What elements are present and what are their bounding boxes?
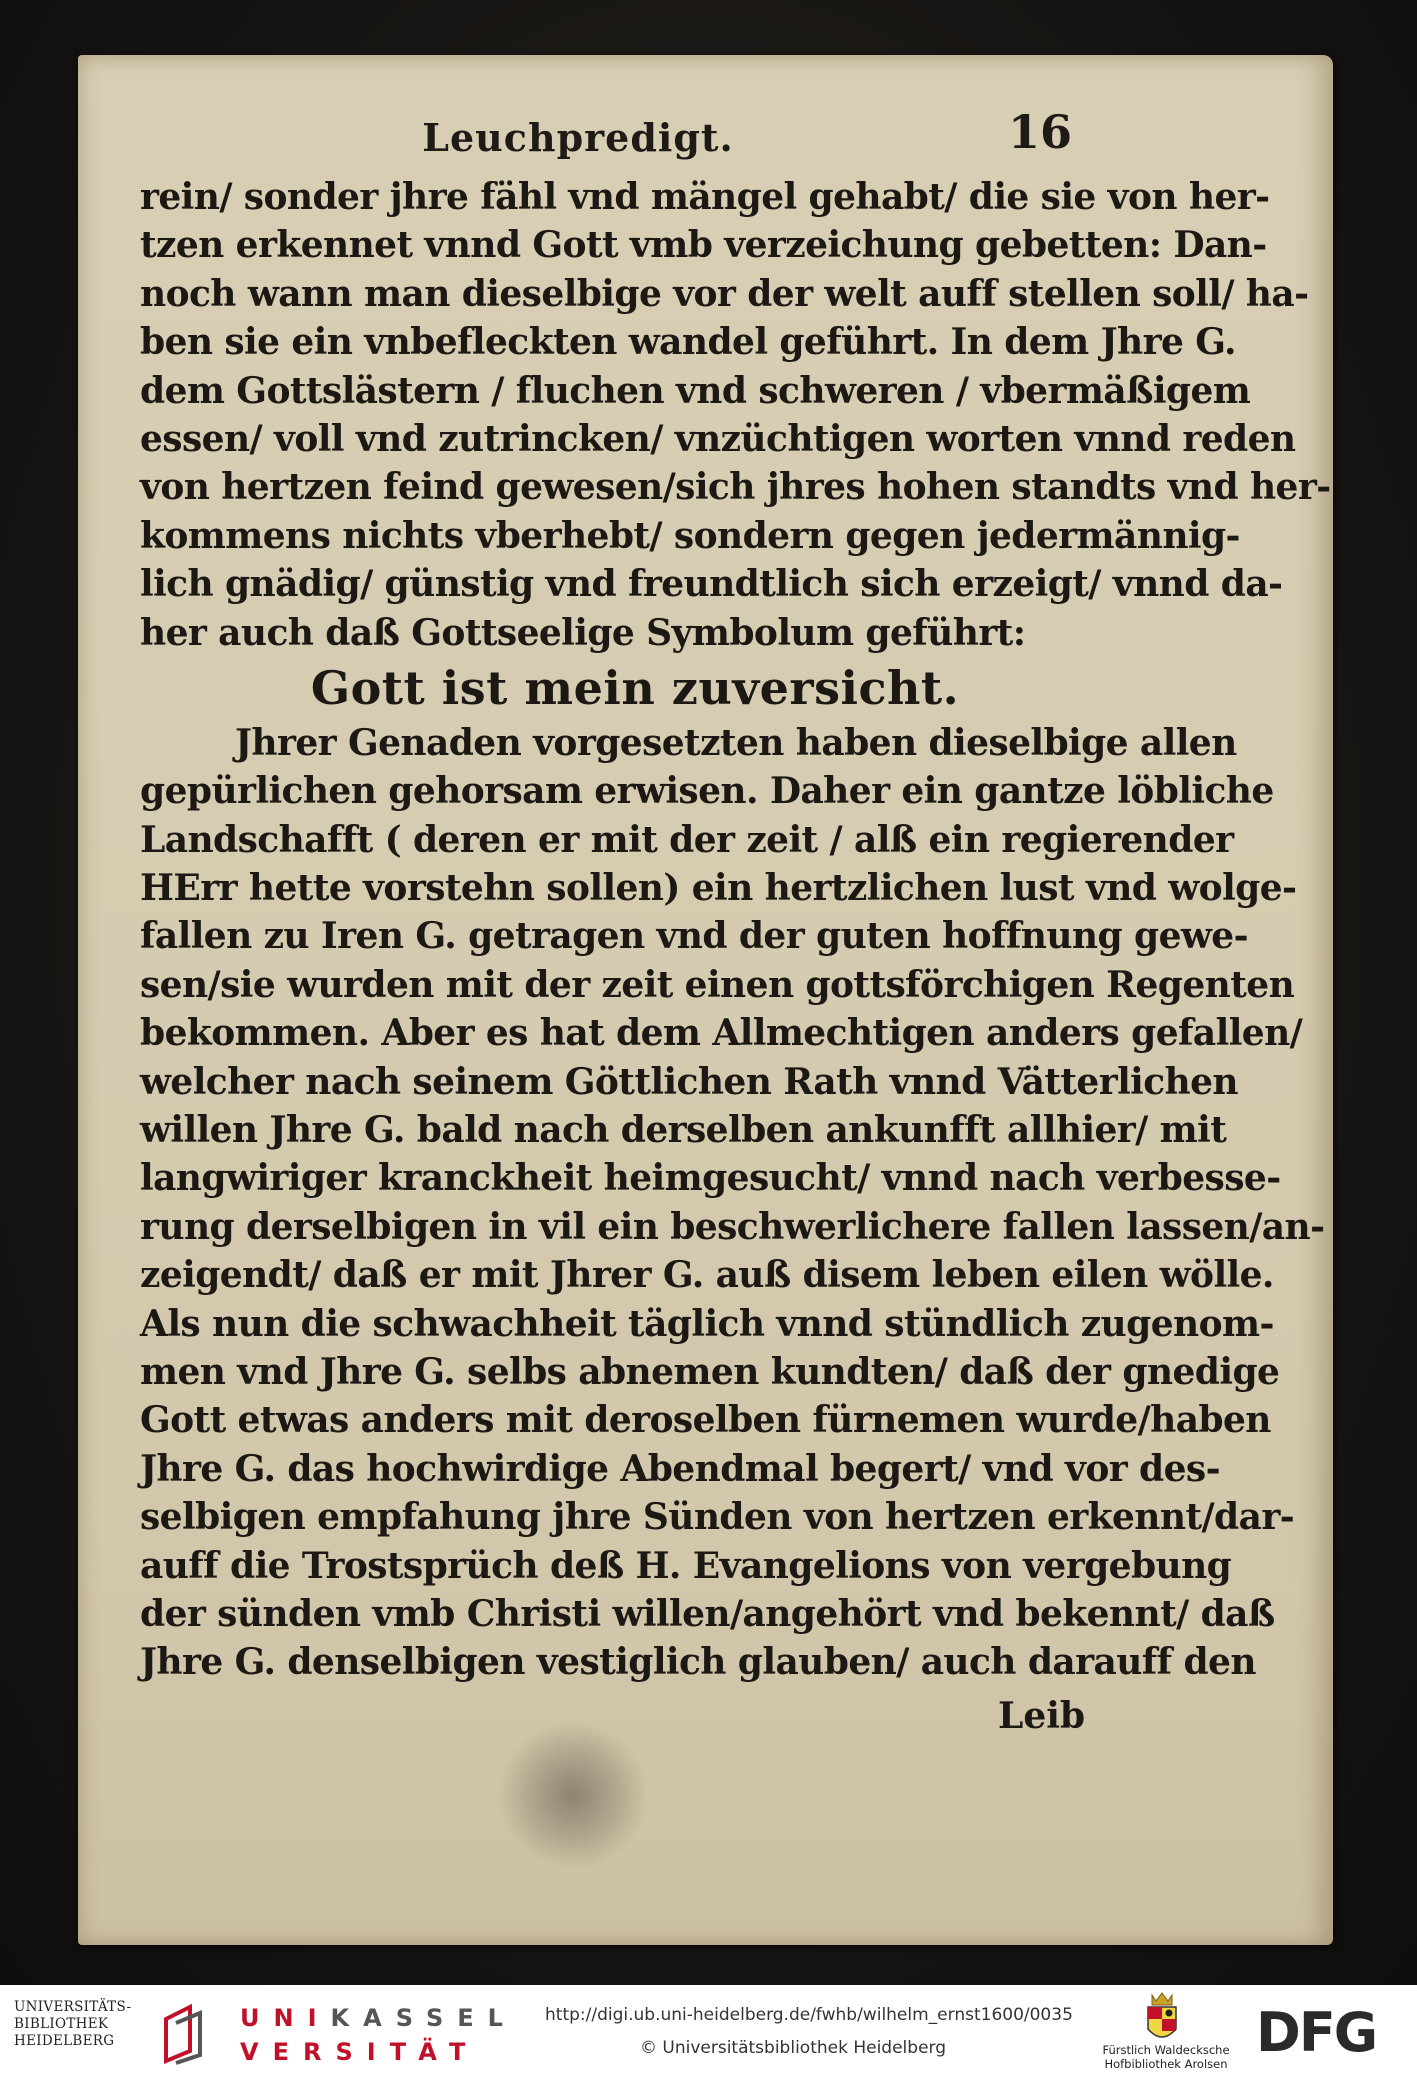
uk-letter: U <box>240 2004 274 2032</box>
copyright-notice: © Universitätsbibliothek Heidelberg <box>640 2038 947 2058</box>
text-line: langwiriger kranckheit heimgesucht/ vnnd nach verbesse- <box>140 1157 1281 1200</box>
text-block <box>140 173 1331 1687</box>
text-line: Jhre G. denselbigen vestiglich glauben/ auch darauff den <box>140 1641 1256 1684</box>
text-line: essen/ voll vnd zutrincken/ vnzüchtigen worten vnnd reden <box>140 417 1296 460</box>
text-line: gepürlichen gehorsam erwisen. Daher ein gantze löbliche <box>140 770 1274 813</box>
ub-logo-line: HEIDELBERG <box>14 2033 115 2049</box>
text-line: her auch daß Gottseelige Symbolum geführt: <box>140 611 1026 654</box>
text-line: von hertzen feind gewesen/sich jhres hohen standts vnd her- <box>140 466 1331 509</box>
footer-bar <box>0 1985 1417 2084</box>
running-head: Leuchpredigt. <box>422 115 734 160</box>
uk-letter: T <box>389 2038 419 2066</box>
crest-caption <box>1086 2043 1246 2071</box>
dfg-logo[interactable]: DFG <box>1256 2001 1377 2064</box>
catchword: Leib <box>998 1695 1086 1737</box>
uk-letter: E <box>457 2004 488 2032</box>
text-line: tzen erkennet vnnd Gott vmb verzeichung gebetten: Dan- <box>140 224 1267 267</box>
crest-caption-line: Fürstlich Waldecksche <box>1102 2043 1230 2057</box>
crest-caption-line: Hofbibliothek Arolsen <box>1104 2057 1228 2071</box>
uk-letter: I <box>366 2038 390 2066</box>
text-line: welcher nach seinem Göttlichen Rath vnnd Vätterlichen <box>140 1060 1238 1103</box>
text-line: sen/sie wurden mit der zeit einen gottsförchigen Regenten <box>140 963 1295 1006</box>
uk-letter: V <box>240 2038 273 2066</box>
text-line: auff die Trostsprüch deß H. Evangelions von vergebung <box>140 1544 1232 1587</box>
text-line: lich gnädig/ günstig vnd freundtlich sich erzeigt/ vnnd da- <box>140 563 1283 606</box>
ub-logo-line: BIBLIOTHEK <box>14 2016 109 2032</box>
uk-letter: R <box>302 2038 336 2066</box>
text-line: rein/ sonder jhre fähl vnd mängel gehabt/ die sie von her- <box>140 176 1270 218</box>
text-line: Als nun die schwachheit täglich vnnd stündlich zugenom- <box>140 1302 1274 1345</box>
uni-kassel-row-2 <box>240 2035 517 2069</box>
text-line: Landschafft ( deren er mit der zeit / alß ein regierender <box>140 818 1234 861</box>
text-line: Gott etwas anders mit deroselben fürnemen wurde/haben <box>140 1399 1271 1442</box>
text-line: men vnd Jhre G. selbs abnemen kundten/ daß der gnedige <box>140 1350 1280 1393</box>
text-line: kommens nichts vberhebt/ sondern gegen jedermännig- <box>140 514 1240 557</box>
text-line: willen Jhre G. bald nach derselben ankunfft allhier/ mit <box>140 1109 1227 1152</box>
text-line: dem Gottslästern / fluchen vnd schweren / vbermäßigem <box>140 369 1251 412</box>
uk-letter: T <box>448 2038 480 2066</box>
uk-letter: K <box>330 2004 364 2032</box>
uni-kassel-logo[interactable] <box>240 2001 517 2069</box>
uk-letter: S <box>395 2004 426 2032</box>
uni-kassel-row-1 <box>240 2001 517 2035</box>
ub-heidelberg-logo[interactable] <box>14 1999 164 2050</box>
ub-logo-line: UNIVERSITÄTS- <box>14 1999 132 2015</box>
text-line: selbigen empfahung jhre Sünden von hertzen erkennt/dar- <box>140 1496 1295 1539</box>
uk-letter: I <box>307 2004 331 2032</box>
uk-letter: A <box>363 2004 396 2032</box>
text-line: zeigendt/ daß er mit Jhrer G. auß disem leben eilen wölle. <box>140 1254 1274 1297</box>
uk-letter: S <box>425 2004 458 2032</box>
text-line: bekommen. Aber es hat dem Allmechtigen anders gefallen/ <box>140 1012 1303 1055</box>
permalink-url[interactable]: http://digi.ub.uni-heidelberg.de/fwhb/wilhelm_ernst1600/0035 <box>545 2005 1073 2025</box>
motto: Gott ist mein zuversicht. <box>310 660 960 715</box>
text-line: Jhrer Genaden vorgesetzten haben dieselbige allen <box>235 721 1237 764</box>
text-line: ben sie ein vnbefleckten wandel geführt. In dem Jhre G. <box>140 321 1236 364</box>
ub-heidelberg-mark-icon <box>160 1999 212 2065</box>
folio-number: 16 <box>1008 105 1073 159</box>
uk-letter: Ä <box>418 2038 449 2066</box>
ink-stain <box>498 1720 648 1870</box>
text-line: der sünden vmb Christi willen/angehört vnd bekennt/ daß <box>140 1592 1275 1635</box>
text-line: HErr hette vorstehn sollen) ein hertzlichen lust vnd wolge- <box>140 867 1297 910</box>
text-line: rung derselbigen in vil ein beschwerlichere fallen lassen/an- <box>140 1205 1325 1248</box>
text-line: noch wann man dieselbige vor der welt auff stellen soll/ ha- <box>140 272 1309 315</box>
uk-letter: E <box>272 2038 303 2066</box>
uk-letter: N <box>273 2004 308 2032</box>
uk-letter: L <box>487 2004 517 2032</box>
book-page <box>78 55 1333 1945</box>
text-line: fallen zu Iren G. getragen vnd der guten hoffnung gewe- <box>140 915 1248 958</box>
uk-letter: S <box>335 2038 367 2066</box>
waldeck-crest-icon <box>1140 1991 1184 2047</box>
text-line: Jhre G. das hochwirdige Abendmal begert/ vnd vor des- <box>140 1447 1220 1490</box>
